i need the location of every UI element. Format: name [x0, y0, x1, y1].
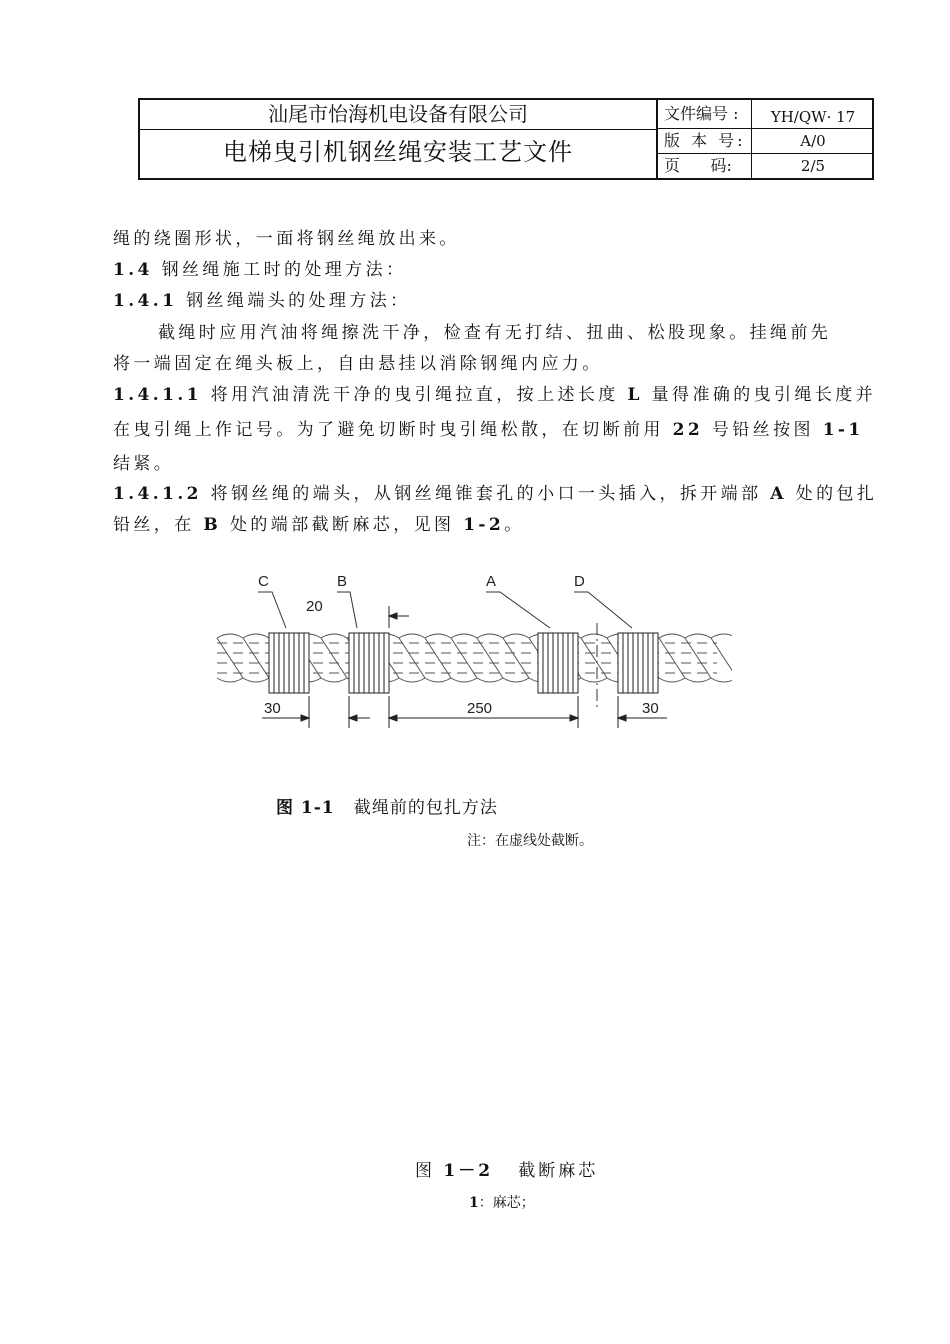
rope-strand	[477, 634, 503, 682]
rope-strand	[425, 634, 451, 682]
caption-prefix: 图	[415, 1161, 444, 1181]
page-label: 页 码:	[658, 154, 752, 180]
text: 量得准确的曳引绳长度并	[642, 385, 877, 405]
section-1-4-1-1-line-3: 结紧。	[113, 454, 175, 474]
dim-30-left: 30	[264, 700, 281, 717]
note-text: ：麻芯；	[478, 1195, 535, 1211]
section-1-4-1	[113, 289, 903, 313]
rope-strand	[399, 634, 425, 682]
caption-text: 截断麻芯	[518, 1161, 599, 1181]
text: 在曳引绳上作记号。为了避免切断时曳引绳松散，在切断前用	[113, 420, 673, 440]
text-bold: A	[770, 484, 787, 504]
dim-20: 20	[306, 598, 323, 615]
rope-strand	[243, 634, 269, 682]
rope-binding-diagram	[212, 568, 732, 738]
section-heading: 钢丝绳端头的处理方法：	[177, 291, 411, 311]
text-bold: B	[203, 515, 222, 535]
caption-number: 图 1-1	[276, 798, 335, 818]
section-1-4-1-2-line-2	[113, 513, 903, 537]
dimension-lines	[262, 606, 667, 728]
section-heading: 钢丝绳施工时的处理方法：	[152, 260, 407, 280]
company-name: 汕尾市怡海机电设备有限公司	[140, 100, 656, 130]
doc-no-label: 文件编号 :	[658, 100, 752, 129]
section-number: 1.4.1.2	[113, 484, 202, 504]
text-bold: L	[627, 385, 643, 405]
header-title-cell	[140, 100, 658, 178]
rope-strand	[581, 634, 607, 682]
text: 号铅丝按图	[703, 420, 823, 440]
text: 处的包扎	[786, 484, 878, 504]
section-number: 1.4.1.1	[113, 385, 202, 405]
section-number: 1.4	[113, 260, 153, 280]
section-1-4-1-2-line-1	[113, 482, 903, 506]
rope-strand	[685, 634, 711, 682]
section-number: 1.4.1	[113, 291, 178, 311]
section-1-4-1-1-line-2	[113, 418, 903, 442]
para-1-line-2: 将一端固定在绳头板上，自由悬挂以消除钢绳内应力。	[113, 354, 603, 374]
figure-1-2-note	[469, 1192, 535, 1212]
para-1-line-1: 截绳时应用汽油将绳擦洗干净，检查有无打结、扭曲、松股现象。挂绳前先	[158, 323, 832, 343]
label-b: B	[337, 573, 348, 590]
text: 。	[504, 515, 525, 535]
header-table	[138, 98, 874, 180]
figure-1-1-caption	[276, 793, 498, 818]
figure-1-2-caption	[415, 1156, 598, 1181]
document-title: 电梯曳引机钢丝绳安装工艺文件	[223, 138, 573, 166]
rope-strand	[711, 634, 732, 682]
rope-strand	[451, 634, 477, 682]
version-label: 版 本 号:	[658, 129, 752, 154]
doc-no-value: YH/QW· 17	[752, 100, 874, 129]
section-1-4	[113, 258, 903, 282]
text: 将钢丝绳的端头，从钢丝绳锥套孔的小口一头插入，拆开端部	[201, 484, 771, 504]
note-number: 1	[469, 1195, 479, 1211]
text-bold: 22	[672, 420, 704, 440]
diagram-labels	[258, 573, 659, 717]
caption-text: 截绳前的包扎方法	[353, 798, 498, 818]
body-line-1: 绳的绕圈形状，一面将钢丝绳放出来。	[113, 229, 460, 249]
rope-strand	[217, 634, 243, 682]
label-d: D	[574, 573, 585, 590]
figure-ref: 1-2	[463, 515, 505, 535]
figure-ref: 1-1	[822, 420, 864, 440]
rope-strand	[321, 634, 347, 682]
text: 处的端部截断麻芯，见图	[221, 515, 464, 535]
text: 将用汽油清洗干净的曳引绳拉直，按上述长度	[201, 385, 628, 405]
rope-strand	[659, 634, 685, 682]
figure-1-1-note: 注：在虚线处截断。	[467, 833, 593, 849]
dim-250: 250	[467, 700, 493, 717]
label-a: A	[486, 573, 497, 590]
page-value: 2/5	[800, 157, 826, 175]
dim-30-right: 30	[642, 700, 659, 717]
section-1-4-1-1-line-1	[113, 383, 903, 407]
label-c: C	[258, 573, 269, 590]
text: 铅丝，在	[113, 515, 204, 535]
version-value: A/0	[752, 129, 874, 154]
caption-number: 1－2	[443, 1161, 494, 1181]
rope-strand	[503, 634, 529, 682]
